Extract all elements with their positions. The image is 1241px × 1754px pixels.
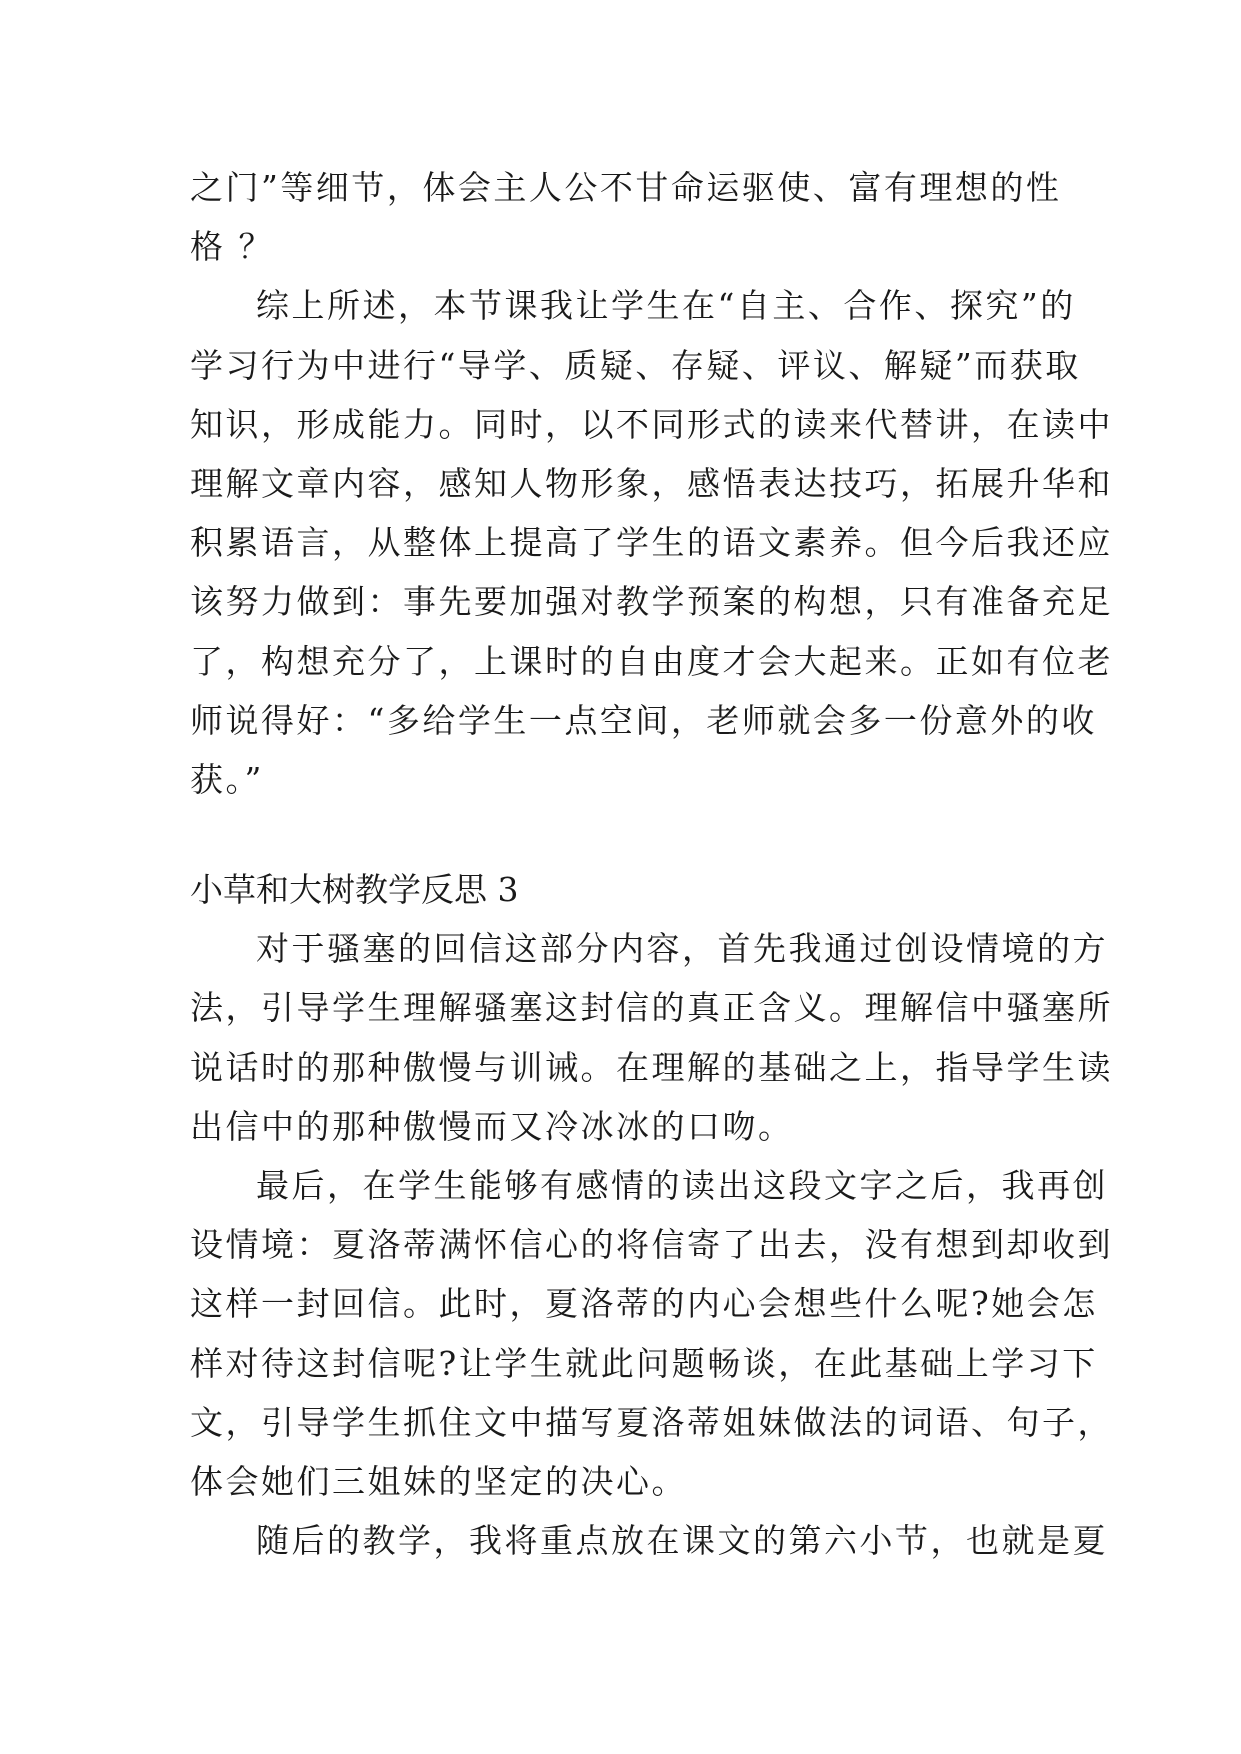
text-line: 综上所述，本节课我让学生在“自主、合作、探究”的 (256, 286, 1076, 326)
text-line: 获。” (190, 759, 264, 799)
text-line: 随后的教学，我将重点放在课文的第六小节，也就是夏 (256, 1521, 1108, 1561)
text-line: 对于骚塞的回信这部分内容，首先我通过创设情境的方 (256, 929, 1108, 969)
section-title: 小草和大树教学反思 3 (190, 870, 519, 910)
text-line: 文，引导学生抓住文中描写夏洛蒂姐妹做法的词语、句子， (190, 1402, 1113, 1442)
text-line: 设情境：夏洛蒂满怀信心的将信寄了出去，没有想到却收到 (190, 1225, 1113, 1265)
section-spacer (190, 809, 1056, 860)
text-line: 之门”等细节，体会主人公不甘命运驱使、富有理想的性 (190, 168, 1062, 207)
text-line: 说话时的那种傲慢与训诫。在理解的基础之上，指导学生读 (190, 1047, 1113, 1087)
text-line: 最后，在学生能够有感情的读出这段文字之后，我再创 (256, 1166, 1108, 1205)
paragraph-3 (190, 919, 1113, 1156)
paragraph-2 (190, 276, 1113, 809)
text-line: 知识，形成能力。同时，以不同形式的读来代替讲，在读中 (190, 404, 1113, 444)
text-line: 这样一封回信。此时，夏洛蒂的内心会想些什么呢?她会怎 (190, 1284, 1098, 1324)
text-line: 学习行为中进行“导学、质疑、存疑、评议、解疑”而获取 (190, 345, 1081, 385)
text-line: 积累语言，从整体上提高了学生的语文素养。但今后我还应 (190, 523, 1113, 563)
text-line: 出信中的那种傲慢而又冷冰冰的口吻。 (190, 1106, 794, 1146)
document-body (190, 158, 1113, 1570)
text-line: 理解文章内容，感知人物形象，感悟表达技巧，拓展升华和 (190, 463, 1113, 503)
text-line: 师说得好：“多给学生一点空间，老师就会多一份意外的收 (190, 700, 1097, 740)
text-line: 法，引导学生理解骚塞这封信的真正含义。理解信中骚塞所 (190, 988, 1113, 1028)
text-line: 体会她们三姐妹的坚定的决心。 (190, 1461, 687, 1501)
paragraph-4 (190, 1156, 1113, 1511)
text-line: 了，构想充分了，上课时的自由度才会大起来。正如有位老 (190, 641, 1113, 681)
paragraph-1 (190, 158, 1062, 276)
paragraph-5 (190, 1511, 1108, 1570)
text-line: 该努力做到：事先要加强对教学预案的构想，只有准备充足 (190, 582, 1113, 622)
text-line: 样对待这封信呢?让学生就此问题畅谈，在此基础上学习下 (190, 1343, 1098, 1383)
text-line: 格 ？ (190, 227, 274, 267)
